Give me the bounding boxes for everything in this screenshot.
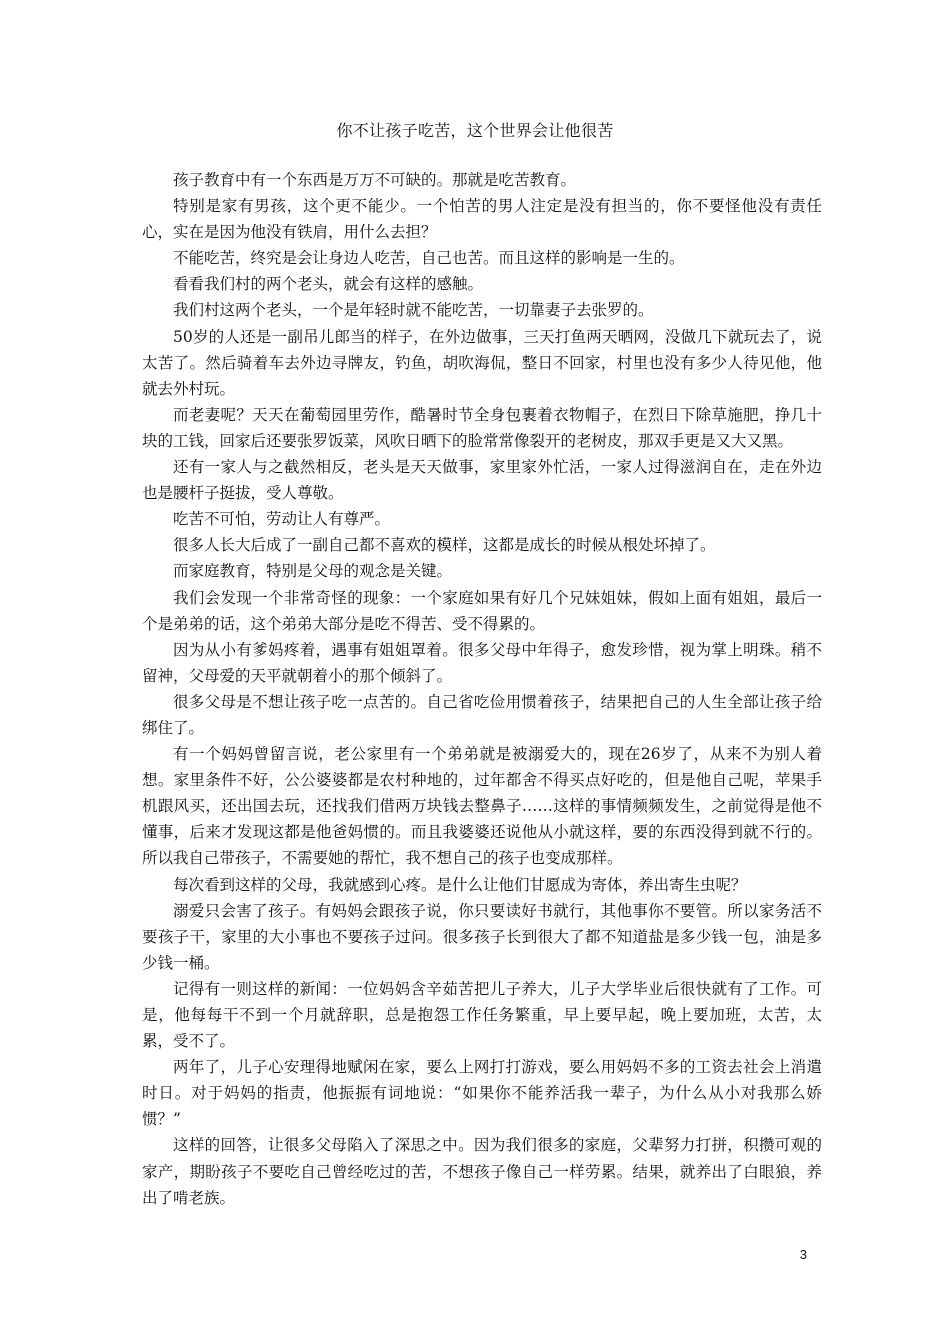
paragraph: 这样的回答，让很多父母陷入了深思之中。因为我们很多的家庭，父辈努力打拼，积攒可观的家产，期盼孩子不要吃自己曾经吃过的苦，不想孩子像自己一样劳累。结果，就养出了白眼狼，养出了啃老族。: [142, 1136, 822, 1207]
paragraph: 不能吃苦，终究是会让身边人吃苦，自己也苦。而且这样的影响是一生的。: [173, 249, 685, 268]
paragraph: 看看我们村的两个老头，就会有这样的感触。: [173, 275, 484, 294]
article-body: [142, 167, 822, 1211]
paragraph: 记得有一则这样的新闻：一位妈妈含辛茹苦把儿子养大，儿子大学毕业后很快就有了工作。可是，他每每干不到一个月就辞职，总是抱怨工作任务繁重，早上要早起，晚上要加班，太苦，太累，受不了。: [142, 979, 822, 1051]
paragraph: 很多父母是不想让孩子吃一点苦的。自己省吃俭用惯着孩子，结果把自己的人生全部让孩子给绑住了。: [142, 692, 822, 737]
page-title: 你不让孩子吃苦，这个世界会让他很苦: [336, 121, 614, 140]
paragraph: 50岁的人还是一副吊儿郎当的样子，在外边做事，三天打鱼两天晒网，没做几下就玩去了，说太苦了。然后骑着车去外边寻牌友，钓鱼，胡吹海侃，整日不回家，村里也没有多少人待见他，他就去外村玩。: [142, 327, 822, 398]
paragraph: 特别是家有男孩，这个更不能少。一个怕苦的男人注定是没有担当的，你不要怪他没有责任心，实在是因为他没有铁肩，用什么去担？: [142, 197, 822, 242]
paragraph: 因为从小有爹妈疼着，遇事有姐姐罩着。很多父母中年得子，愈发珍惜，视为掌上明珠。稍不留神，父母爱的天平就朝着小的那个倾斜了。: [142, 640, 822, 685]
paragraph: 吃苦不可怕，劳动让人有尊严。: [173, 510, 391, 529]
paragraph: 有一个妈妈曾留言说，老公家里有一个弟弟就是被溺爱大的，现在26岁了，从来不为别人着想。家里条件不好，公公婆婆都是农村种地的，过年都舍不得买点好吃的，但是他自己呢，苹果手机跟风买，还出国去玩，还找我们借两万块钱去整鼻子……这样的事情频频发生，之前觉得是他不懂事，后来才发现这都是他爸妈惯的。而且我婆婆还说他从小就这样，要的东西没得到就不行的。所以我自己带孩子，不需要她的帮忙，我不想自己的孩子也变成那样。: [142, 745, 822, 868]
paragraph: 溺爱只会害了孩子。有妈妈会跟孩子说，你只要读好书就行，其他事你不要管。所以家务活不要孩子干，家里的大小事也不要孩子过问。很多孩子长到很大了都不知道盐是多少钱一包，油是多少钱一桶。: [142, 901, 822, 972]
page-number: 3: [799, 1247, 807, 1262]
paragraph: 我们会发现一个非常奇怪的现象：一个家庭如果有好几个兄妹姐妹，假如上面有姐姐，最后一个是弟弟的话，这个弟弟大部分是吃不得苦、受不得累的。: [142, 588, 822, 633]
paragraph: 很多人长大后成了一副自己都不喜欢的模样，这都是成长的时候从根处坏掉了。: [173, 536, 716, 555]
paragraph: 孩子教育中有一个东西是万万不可缺的。那就是吃苦教育。: [173, 171, 577, 189]
paragraph: 两年了，儿子心安理得地赋闲在家，要么上网打打游戏，要么用妈妈不多的工资去社会上消遣时日。对于妈妈的指责，他振振有词地说：“如果你不能养活我一辈子，为什么从小对我那么娇惯？”: [142, 1058, 822, 1129]
paragraph: 每次看到这样的父母，我就感到心疼。是什么让他们甘愿成为寄体，养出寄生虫呢？: [173, 875, 747, 894]
paragraph: 而老妻呢？天天在葡萄园里劳作，酷暑时节全身包裹着衣物帽子，在烈日下除草施肥，挣几十块的工钱，回家后还要张罗饭菜，风吹日晒下的脸常常像裂开的老树皮，那双手更是又大又黑。: [142, 405, 822, 450]
paragraph: 我们村这两个老头，一个是年轻时就不能吃苦，一切靠妻子去张罗的。: [173, 301, 654, 320]
paragraph: 而家庭教育，特别是父母的观念是关键。: [173, 562, 453, 581]
paragraph: 还有一家人与之截然相反，老头是天天做事，家里家外忙活，一家人过得滋润自在，走在外边也是腰杆子挺拔，受人尊敬。: [142, 458, 822, 503]
